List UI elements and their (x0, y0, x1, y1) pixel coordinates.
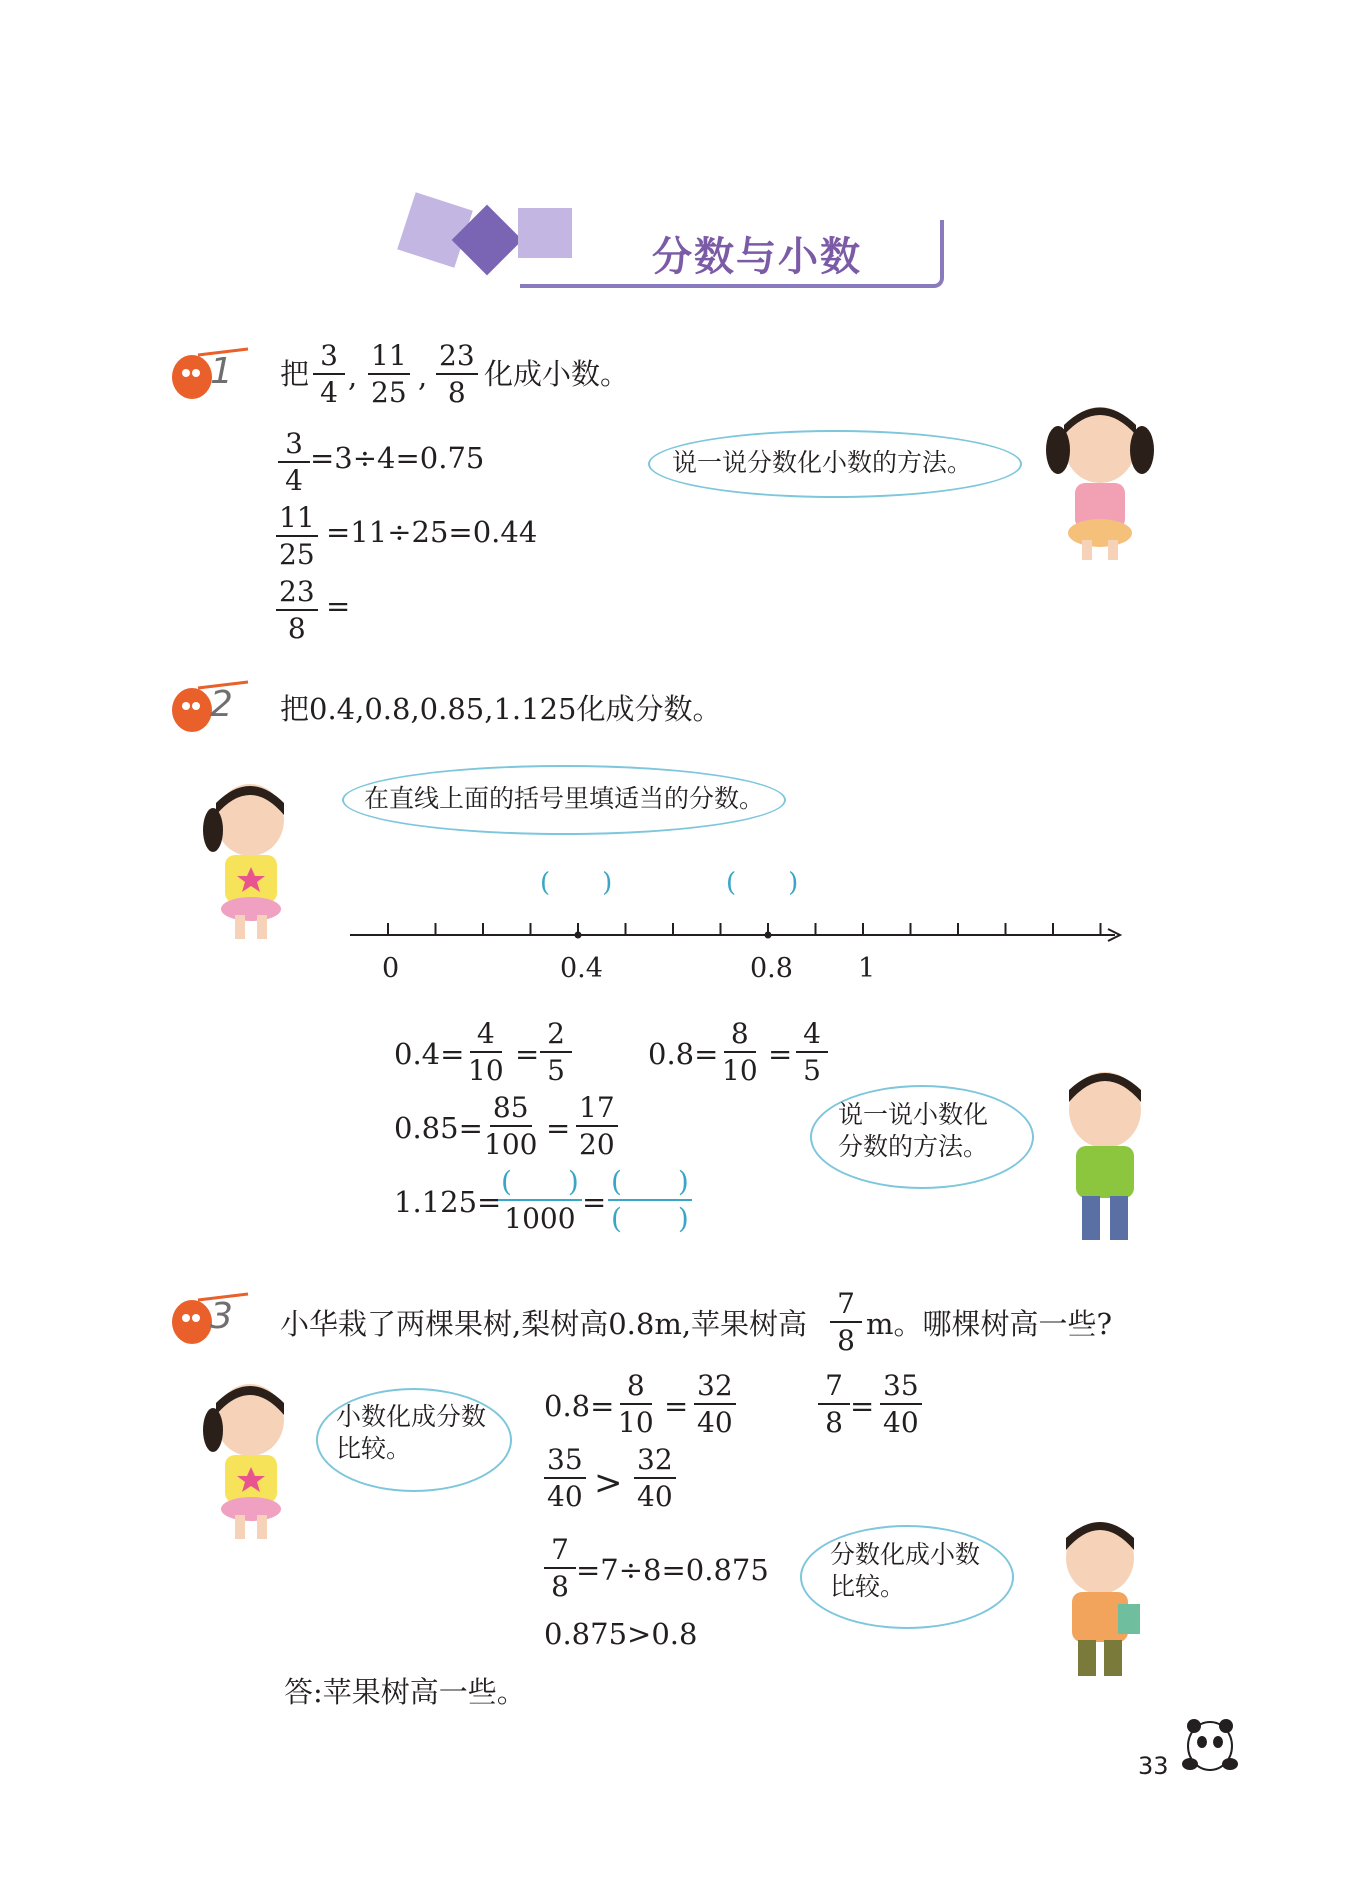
ex1-work-line-2: =11÷25=0.44 (326, 515, 538, 549)
ex3-work-c-gt: > (594, 1463, 623, 1503)
ex2-eq-2-frac-1: $\frac{8}{10}$ (722, 1017, 758, 1087)
exercise-number: 3 (210, 1296, 233, 1337)
ex1-work-fraction-1: $\frac{3}{4}$ (278, 430, 310, 495)
ex3-work-b-equals: = (850, 1389, 875, 1423)
page-number: 33 (1138, 1752, 1169, 1780)
number-line-blank-1[interactable]: ( ) (540, 868, 613, 898)
ex1-work-fraction-3: $\frac{23}{8}$ (276, 578, 318, 643)
ex2-eq-4-equals: = (582, 1185, 607, 1219)
number-line-label-0: 0 (382, 953, 400, 984)
ex2-eq-2-frac-2: $\frac{4}{5}$ (796, 1020, 828, 1085)
ex1-fraction-3: $\frac{23}{8}$ (436, 342, 478, 407)
ex2-eq-1-frac-1: $\frac{4}{10}$ (468, 1017, 504, 1087)
ex1-work-line-1: =3÷4=0.75 (310, 441, 485, 475)
exercise-number: 1 (210, 351, 233, 392)
number-line-label-1: 1 (858, 953, 876, 984)
exercise-badge-3 (168, 1290, 232, 1350)
ex3-work-b-frac-2: $\frac{35}{40}$ (880, 1372, 922, 1437)
ex3-work-e: 0.875>0.8 (544, 1617, 698, 1651)
number-line-label-0-8: 0.8 (750, 953, 793, 984)
bubble-text: 在直线上面的括号里填适当的分数。 (364, 784, 765, 813)
bubble-text-line-2: 分数的方法。 (838, 1132, 989, 1161)
ex3-work-c-frac-1: $\frac{35}{40}$ (544, 1446, 586, 1511)
ex1-work-line-3: = (326, 589, 351, 623)
ex1-sep-1: , (348, 359, 358, 393)
ex3-work-a-frac-1: $\frac{8}{10}$ (618, 1369, 654, 1439)
ex2-eq-3-frac-2: $\frac{17}{20}$ (576, 1094, 618, 1159)
ex3-work-d-frac: $\frac{7}{8}$ (544, 1536, 576, 1601)
ex3-work-c-frac-2: $\frac{32}{40}$ (634, 1446, 676, 1511)
bubble-text-line-1: 分数化成小数 (830, 1540, 981, 1569)
ex2-eq-4-lhs: 1.125= (394, 1185, 502, 1219)
ex2-eq-4-frac-1: ( ) 1000 (498, 1168, 582, 1233)
ex1-tail: 化成小数。 (484, 357, 630, 391)
bubble-text-line-2: 比较。 (830, 1572, 906, 1601)
bubble-text-line-2: 比较。 (336, 1434, 412, 1463)
ex1-sep-2: , (418, 359, 428, 393)
boy-illustration (1040, 1510, 1160, 1690)
ex3-prompt-b: m。哪棵树高一些? (866, 1307, 1113, 1341)
panda-icon (1180, 1712, 1242, 1778)
exercise-badge-1 (168, 345, 232, 405)
ex2-eq-1-lhs: 0.4= (394, 1037, 465, 1071)
ex3-work-d-rhs: =7÷8=0.875 (576, 1553, 769, 1587)
number-line-blank-2[interactable]: ( ) (726, 868, 799, 898)
ex1-fraction-1: $\frac{3}{4}$ (313, 342, 345, 407)
ex3-work-b-frac-1: $\frac{7}{8}$ (818, 1372, 850, 1437)
girl-illustration (195, 1375, 305, 1550)
ex2-eq-1-frac-2: $\frac{2}{5}$ (540, 1020, 572, 1085)
ex2-eq-3-frac-1: $\frac{85}{100}$ (484, 1091, 538, 1161)
girl-illustration (195, 775, 305, 950)
ex3-work-a-equals: = (664, 1389, 689, 1423)
ex2-eq-2-lhs: 0.8= (648, 1037, 719, 1071)
ex2-eq-3-equals: = (546, 1111, 571, 1145)
exercise-number: 2 (210, 684, 233, 725)
blank-input[interactable]: ( ) (611, 1202, 689, 1235)
girl-illustration (1030, 395, 1170, 570)
ex2-eq-1-equals: = (515, 1037, 540, 1071)
bubble-text-line-1: 小数化成分数 (336, 1402, 487, 1431)
ex2-prompt: 把0.4,0.8,0.85,1.125化成分数。 (280, 692, 722, 726)
number-line-label-0-4: 0.4 (560, 953, 603, 984)
ex2-eq-4-frac-2 (608, 1165, 692, 1235)
blank-input[interactable]: ( ) (608, 1168, 692, 1201)
number-line (340, 915, 1130, 945)
ex3-answer: 答:苹果树高一些。 (284, 1675, 526, 1709)
ex1-lead: 把 (280, 357, 310, 391)
ex3-work-a-frac-2: $\frac{32}{40}$ (694, 1372, 736, 1437)
exercise-badge-2 (168, 678, 232, 738)
ex1-fraction-2: $\frac{11}{25}$ (368, 342, 410, 407)
ex3-prompt-fraction: $\frac{7}{8}$ (830, 1290, 862, 1355)
ex3-prompt-a: 小华栽了两棵果树,梨树高0.8m,苹果树高 (280, 1307, 808, 1341)
ex3-work-a-lhs: 0.8= (544, 1389, 615, 1423)
ex2-eq-3-lhs: 0.85= (394, 1111, 483, 1145)
bubble-text-line-1: 说一说小数化 (838, 1100, 989, 1129)
bubble-text: 说一说分数化小数的方法。 (672, 448, 973, 477)
boy-illustration (1040, 1060, 1170, 1250)
ex2-eq-2-equals: = (768, 1037, 793, 1071)
page-title: 分数与小数 (652, 233, 862, 280)
blank-input[interactable]: ( ) (498, 1168, 582, 1201)
ex1-work-fraction-2: $\frac{11}{25}$ (276, 504, 318, 569)
